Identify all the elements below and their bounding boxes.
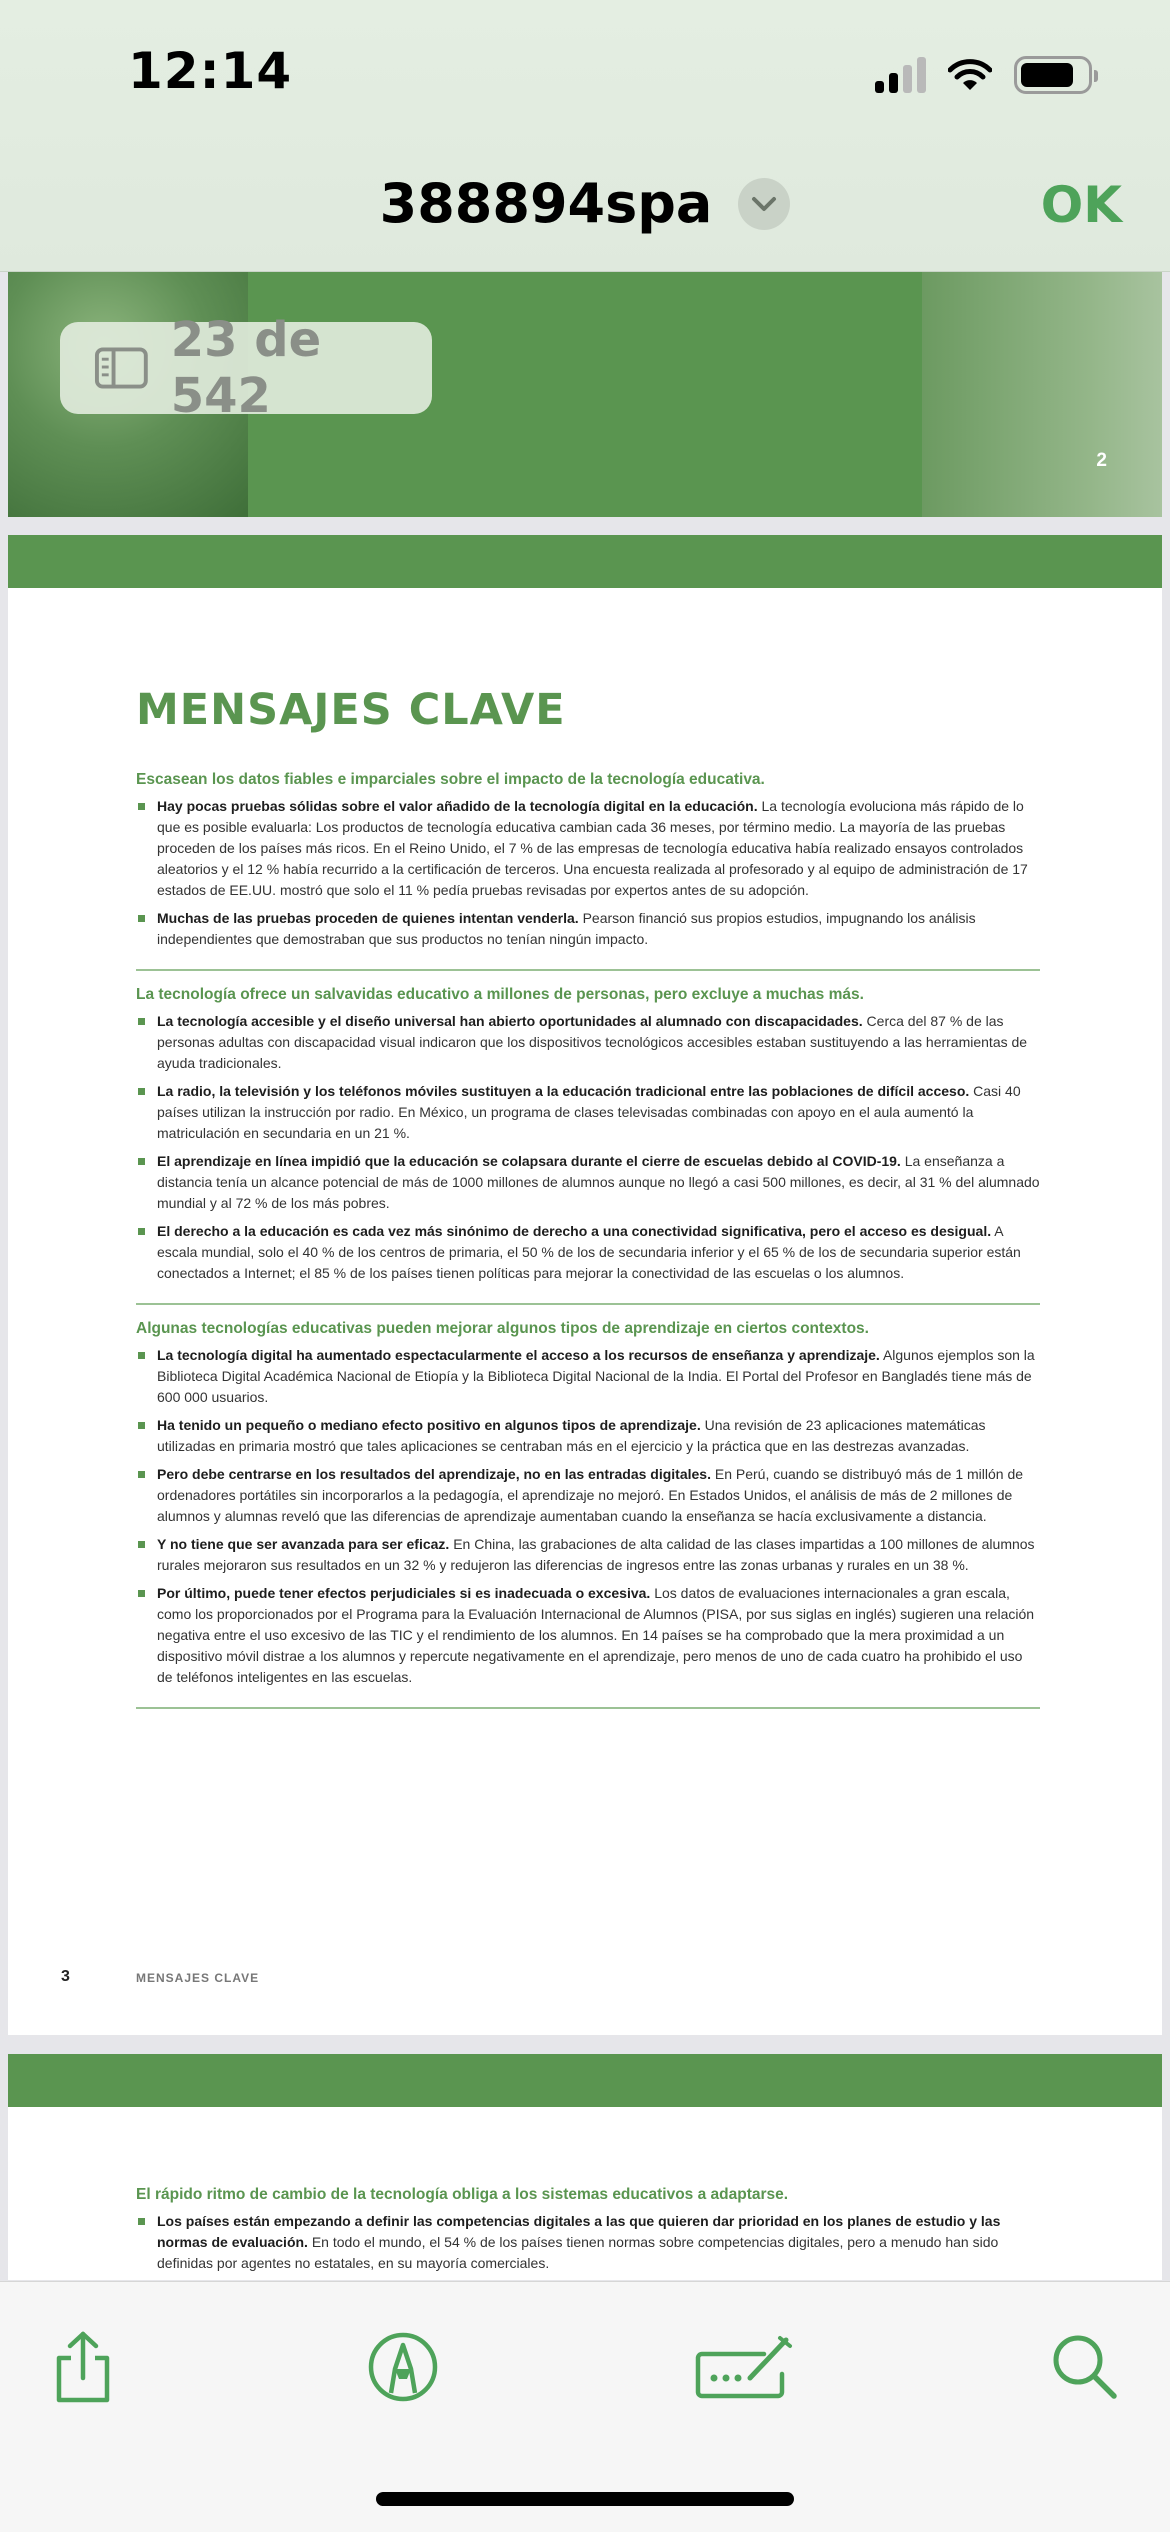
search-button[interactable] <box>1040 2322 1130 2412</box>
sidebar-icon <box>94 346 149 390</box>
bullet-item <box>136 1345 1040 1408</box>
section <box>136 1319 1040 1709</box>
bullet-item <box>136 1151 1040 1214</box>
section <box>136 2185 1040 2274</box>
bullet-text: La tecnología evoluciona más rápido de lo que es posible evaluarla: Los productos de tecnología educativa cambian cada 36 meses, por término medio. La mayoría de las pruebas proceden de los países más ricos. En el Reino Unido, el 7 % de las empresas de tecnología educativa había realizado ensayos controlados aleatorios y el 12 % había recurrido a la certificación de terceros. Una encuesta realizada al profesorado y al equipo de administración de 17 estados de EE.UU. mostró que solo el 11 % pedía pruebas revisadas por expertos antes de su adopción. <box>157 798 1028 898</box>
top-bar <box>0 0 1170 272</box>
bullet-lead: Y no tiene que ser avanzada para ser eficaz. <box>157 1536 450 1552</box>
bottom-toolbar <box>0 2281 1170 2532</box>
page-number: 3 <box>61 1968 70 1985</box>
bullet-item <box>136 1464 1040 1527</box>
done-button[interactable]: OK <box>1040 176 1122 234</box>
section-heading: Algunas tecnologías educativas pueden mejorar algunos tipos de aprendizaje en ciertos contextos. <box>136 1320 869 1337</box>
page-header-band <box>8 2054 1162 2107</box>
section-heading: El rápido ritmo de cambio de la tecnología obliga a los sistemas educativos a adaptarse. <box>136 2186 789 2203</box>
bullet-text: En todo el mundo, el 54 % de los países tienen normas sobre competencias digitales, pero a menudo han sido definidas por agentes no estatales, en su mayoría comerciales. <box>157 2234 999 2271</box>
page-body <box>136 770 1040 1723</box>
bullet-text: Pearson financió sus propios estudios, impugnando los análisis independientes que demostraban que sus productos no tenían ningún impacto. <box>157 910 976 947</box>
page-counter-text: 23 de 542 <box>170 312 322 424</box>
bullet-lead: Pero debe centrarse en los resultados del aprendizaje, no en las entradas digitales. <box>157 1466 711 1482</box>
status-time: 12:14 <box>128 42 293 100</box>
bullet-lead: La tecnología accesible y el diseño universal han abierto oportunidades al alumnado con discapacidades. <box>157 1013 863 1029</box>
bullet-item <box>136 1415 1040 1457</box>
signature-button[interactable] <box>694 2322 794 2412</box>
section <box>136 985 1040 1305</box>
bullet-lead: La tecnología digital ha aumentado espectacularmente el acceso a los recursos de enseñanza y aprendizaje. <box>157 1347 880 1363</box>
bullet-item <box>136 1534 1040 1576</box>
bullet-text: La enseñanza a distancia tenía un alcance potencial de más de 1000 millones de alumnos aunque no llegó a casi 500 millones, es decir, al 31 % del alumnado mundial y al 72 % de los más pobres. <box>157 1153 1040 1211</box>
status-icons <box>875 56 1092 94</box>
bullet-lead: El derecho a la educación es cada vez más sinónimo de derecho a una conectividad significativa, pero el acceso es desigual. <box>157 1223 992 1239</box>
signature-icon <box>694 2334 794 2400</box>
markup-button[interactable] <box>358 2322 448 2412</box>
bullet-item <box>136 1081 1040 1144</box>
bullet-text: En China, las grabaciones de alta calidad de las clases impartidas a 100 millones de alumnos rurales mejoraron sus resultados en un 32 % y redujeron las diferencias de ingresos entre las zonas urbanas y rurales en un 38 %. <box>157 1536 1035 1573</box>
wifi-icon <box>948 58 992 92</box>
document-page <box>8 2054 1162 2280</box>
bullet-item <box>136 908 1040 950</box>
page-title: MENSAJES CLAVE <box>136 685 566 735</box>
bullet-item <box>136 1583 1040 1688</box>
bullet-lead: Muchas de las pruebas proceden de quienes intentan venderla. <box>157 910 579 926</box>
section-heading: La tecnología ofrece un salvavidas educativo a millones de personas, pero excluye a muchas más. <box>136 986 864 1003</box>
bullet-lead: El aprendizaje en línea impidió que la educación se colapsara durante el cierre de escuelas debido al COVID-19. <box>157 1153 901 1169</box>
markup-pen-icon <box>367 2331 439 2403</box>
search-icon <box>1050 2332 1120 2402</box>
bullet-lead: Ha tenido un pequeño o mediano efecto positivo en algunos tipos de aprendizaje. <box>157 1417 701 1433</box>
section <box>136 770 1040 971</box>
page-counter[interactable] <box>60 312 432 424</box>
bullet-text: Una revisión de 23 aplicaciones matemáticas utilizadas en primaria mostró que tales aplicaciones se centraban más en el ejercicio y la práctica que en las destrezas avanzadas. <box>157 1417 986 1454</box>
document-title[interactable]: 388894spa <box>379 172 713 235</box>
document-title-area[interactable] <box>0 172 1170 235</box>
cover-photo <box>922 272 1162 517</box>
battery-icon <box>1014 56 1092 94</box>
bullet-lead: Los países están empezando a definir las competencias digitales a las que quieren dar prioridad en los planes de estudio y las normas de evaluación. <box>157 2213 1001 2250</box>
bullet-item <box>136 1221 1040 1284</box>
home-indicator[interactable] <box>376 2492 794 2506</box>
page-header-band <box>8 535 1162 588</box>
chevron-down-icon[interactable] <box>738 178 790 230</box>
cellular-signal-icon <box>875 57 926 93</box>
page-number: 2 <box>1096 450 1107 471</box>
page-body <box>136 2185 1040 2280</box>
bullet-lead: Hay pocas pruebas sólidas sobre el valor añadido de la tecnología digital en la educación. <box>157 798 758 814</box>
section-heading: Escasean los datos fiables e imparciales sobre el impacto de la tecnología educativa. <box>136 771 765 788</box>
running-footer: MENSAJES CLAVE <box>136 1971 260 1985</box>
bullet-item <box>136 796 1040 901</box>
bullet-item <box>136 1011 1040 1074</box>
bullet-lead: La radio, la televisión y los teléfonos móviles sustituyen a la educación tradicional entre las poblaciones de difícil acceso. <box>157 1083 970 1099</box>
bullet-text: A escala mundial, solo el 40 % de los centros de primaria, el 50 % de los de secundaria inferior y el 65 % de los de secundaria superior están conectados a Internet; el 85 % de los países tienen políticas para mejorar la conectividad de las escuelas o los alumnos. <box>157 1223 1021 1281</box>
bullet-text: Los datos de evaluaciones internacionales a gran escala, como los proporcionados por el Programa para la Evaluación Internacional de Alumnos (PISA, por sus siglas en inglés) sugieren una relación negativa entre el uso excesivo de las TIC y el rendimiento de los alumnos. En 14 países se ha comprobado que la mera proximidad a un dispositivo móvil distrae a los alumnos y repercute negativamente en el aprendizaje, pero menos de uno de cada cuatro ha prohibido el uso de teléfonos inteligentes en las escuelas. <box>157 1585 1035 1685</box>
bullet-lead: Por último, puede tener efectos perjudiciales si es inadecuada o excesiva. <box>157 1585 651 1601</box>
document-page <box>8 535 1162 2035</box>
bullet-text: Cerca del 87 % de las personas adultas con discapacidad visual indicaron que los dispositivos tecnológicos accesibles estaban sustituyendo a las herramientas de ayuda tradicionales. <box>157 1013 1028 1071</box>
bullet-text: Casi 40 países utilizan la instrucción por radio. En México, un programa de clases televisadas combinadas con apoyo en el aula aumentó la matriculación en secundaria en un 21 %. <box>157 1083 1021 1141</box>
bullet-text: Algunos ejemplos son la Biblioteca Digital Académica Nacional de Etiopía y la Biblioteca Digital Nacional de la India. El Portal del Profesor en Bangladés tiene más de 600 000 usuarios. <box>157 1347 1035 1405</box>
bullet-item <box>136 2211 1040 2274</box>
share-icon <box>51 2330 115 2404</box>
share-button[interactable] <box>38 2322 128 2412</box>
bullet-text: En Perú, cuando se distribuyó más de 1 millón de ordenadores portátiles sin incorporarlos a la pedagogía, el aprendizaje no mejoró. En Estados Unidos, el análisis de más de 2 millones de alumnos y alumnas reveló que las diferencias de aprendizaje aumentaban cuando la enseñanza se hacía exclusivamente a distancia. <box>157 1466 1024 1524</box>
